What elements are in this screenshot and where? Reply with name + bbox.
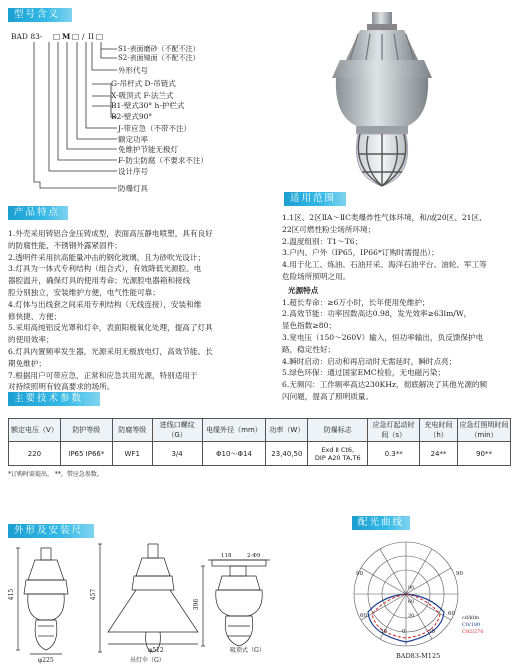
polar-angle-label: 30 bbox=[380, 629, 387, 635]
table-row bbox=[9, 442, 511, 466]
feature-line: 器腔温升，确保灯具的使用寿命；光源腔电器箱和接线 bbox=[8, 276, 191, 286]
model-label-ex-lamp: 防爆灯具 bbox=[118, 184, 148, 193]
model-label-emergency: J-带应急（不带不注） bbox=[118, 124, 192, 133]
polar-chart bbox=[346, 538, 466, 652]
application-line: 危险场所照明之用。 bbox=[282, 271, 351, 281]
polar-legend-c92: C92/270 bbox=[462, 629, 484, 635]
section-curve-header: 配光曲线 bbox=[352, 516, 410, 530]
model-label-power: 额定功率 bbox=[118, 135, 148, 144]
caption-pendant: 吊灯伞（G） bbox=[130, 657, 165, 664]
application-line: 1.1区、2区ⅡA～ⅡC类爆炸性气体环境，和/或20区、21区、 bbox=[282, 213, 487, 222]
model-label-s2: S2-表面镜面（不配不注） bbox=[118, 54, 200, 62]
application-line: 4.用于化工、炼油、石油开采、海洋石油平台、油轮、军工等 bbox=[282, 260, 487, 270]
model-label-x-f: X-吸顶式 F-法兰式 bbox=[111, 91, 174, 100]
feature-line: 的使用效率； bbox=[8, 335, 54, 345]
polar-angle-label: 0 bbox=[402, 629, 406, 635]
feature-line: 对持续照明有较高要求的场所。 bbox=[8, 382, 115, 392]
cell-exmark: Exd Ⅱ Ct6, DIP A20 TA,T6 bbox=[308, 442, 368, 466]
th-thread: 进线口螺纹（G） bbox=[152, 419, 202, 442]
features-list bbox=[8, 228, 266, 393]
section-applications-header: 适用范围 bbox=[284, 192, 346, 206]
polar-caption: BAD83-M125 bbox=[396, 652, 441, 660]
section-dimensions-header: 外形及安装尺寸 bbox=[8, 524, 94, 538]
model-label-dust: F-防尘防腐（不要求不注） bbox=[118, 156, 208, 165]
th-charge: 充电时间（h） bbox=[420, 419, 458, 442]
model-ii: II bbox=[88, 32, 94, 41]
cell-thread: 3/4 bbox=[152, 442, 202, 466]
model-box-1: □ bbox=[53, 32, 61, 41]
polar-radius-label: 90 bbox=[408, 585, 415, 591]
product-photo bbox=[300, 8, 470, 198]
light-source-line: 2.高效节能：功率因数高达0.98，发光效率≥63lm/W， bbox=[282, 309, 472, 319]
th-ip: 防护等级 bbox=[60, 419, 112, 442]
th-voltage: 额定电压（V） bbox=[9, 419, 61, 442]
polar-angle-label: 60 bbox=[360, 613, 367, 619]
model-slash: / bbox=[82, 32, 85, 41]
dim-d4: 2-Φ9 bbox=[247, 553, 261, 559]
cell-voltage: 220 bbox=[9, 442, 61, 466]
polar-angle-label: 30 bbox=[428, 629, 435, 635]
polar-legend-unit: cd/klm bbox=[462, 615, 480, 621]
model-label-b1-h: B1-壁式30° h-护栏式 bbox=[111, 101, 185, 110]
polar-radius-label: 30 bbox=[408, 613, 415, 619]
cell-start: 0.3** bbox=[368, 442, 420, 466]
light-source-line: 5.绿色环保：通过国家EMC检验，无电磁污染； bbox=[282, 368, 446, 378]
th-power: 功率（W） bbox=[266, 419, 308, 442]
polar-angle-label: 60 bbox=[448, 611, 455, 617]
dim-h2: 457 bbox=[90, 588, 98, 601]
dim-d3: 118 bbox=[221, 553, 232, 559]
model-label-b2: B2-壁式90° bbox=[111, 112, 153, 121]
polar-angle-label: 90 bbox=[456, 571, 463, 577]
cell-power: 23,40,50 bbox=[266, 442, 308, 466]
th-start: 应急灯起动时间（s） bbox=[368, 419, 420, 442]
feature-line: 1.外壳采用铸铝合金压铸成型，表面高压静电喷塑，具有良好 bbox=[8, 229, 213, 238]
dim-h1: 415 bbox=[8, 588, 16, 601]
light-source-title: 光源特点 bbox=[288, 285, 319, 295]
feature-line: 期免维护； bbox=[8, 358, 46, 368]
dim-d1: φ225 bbox=[38, 657, 54, 664]
th-duration: 应急灯照明时间（min） bbox=[458, 419, 511, 442]
cell-wf: WF1 bbox=[112, 442, 152, 466]
polar-legend-c0: C0/180 bbox=[462, 622, 481, 628]
dim-d2: φ512 bbox=[148, 647, 164, 654]
table-note: *订购时需提出， **，带应急参数。 bbox=[8, 471, 103, 478]
feature-line: 腔分别独立，安装维护方便，电气性能可靠； bbox=[8, 287, 160, 297]
feature-line: 7.根据用户可带应急，正常和应急共用光源，特别适用于 bbox=[8, 370, 198, 380]
th-wf: 防腐等级 bbox=[112, 419, 152, 442]
application-line: 3.户内、户外（IP65，IP66*订购时需提出）； bbox=[282, 248, 439, 258]
model-box-2: □ bbox=[72, 32, 80, 41]
cell-cable: Φ10～Φ14 bbox=[202, 442, 266, 466]
cell-duration: 90** bbox=[458, 442, 511, 466]
model-label-g-d: G-吊杆式 D-吊链式 bbox=[111, 79, 176, 88]
feature-line: 6.灯具内置频率发生器，光源采用无极放电灯，高效节能、长 bbox=[8, 346, 213, 356]
feature-line: 4.灯体与出线套之间采用专利结构（无线连接），安装和维 bbox=[8, 299, 202, 309]
light-source-line: 3.宽电压（150～260V）输入，恒功率输出，负反馈保护电 bbox=[282, 332, 484, 342]
model-box-3: □ bbox=[96, 32, 104, 41]
cell-ip: IP65 IP66* bbox=[60, 442, 112, 466]
model-m: M bbox=[62, 32, 71, 41]
light-source-line: 路，稳定性好； bbox=[282, 344, 336, 354]
feature-line: 的防腐性能，不锈钢外露紧固件； bbox=[8, 240, 122, 250]
model-label-design: 设计序号 bbox=[118, 167, 148, 176]
light-source-line: 6.无频闪：工作频率高达230KHz，彻底解决了其他光源的频 bbox=[282, 380, 488, 390]
feature-line: 5.采用高纯铝反光罩和灯伞，表面阳极氧化处理，提高了灯具 bbox=[8, 323, 213, 333]
feature-line: 2.透明件采用抗高能量冲击的钢化玻璃，且为砂吹光设计； bbox=[8, 252, 206, 262]
feature-line: 修快捷、方便； bbox=[8, 311, 62, 321]
polar-angle-label: 90 bbox=[356, 571, 363, 577]
light-source-line: 闪问题，提高了照明质量。 bbox=[282, 391, 374, 401]
polar-radius-label: 60 bbox=[408, 599, 415, 605]
application-line: 22区可燃性粉尘场所环境； bbox=[282, 224, 376, 234]
model-prefix: BAD 83- bbox=[11, 32, 43, 41]
section-model-header: 型号含义 bbox=[8, 8, 72, 22]
dimension-drawings bbox=[8, 540, 308, 660]
model-label-lamp: 免维护节能无极灯 bbox=[118, 145, 178, 154]
applications-list bbox=[282, 212, 518, 403]
spec-table bbox=[8, 418, 511, 466]
feature-line: 3.灯具为一体式专利结构（组合式），有效降低光源腔、电 bbox=[8, 264, 202, 274]
cell-charge: 24** bbox=[420, 442, 458, 466]
application-line: 2.温度组别：T1～T6； bbox=[282, 236, 363, 246]
light-source-line: 显色指数≥80； bbox=[282, 321, 336, 331]
section-params-header: 主要技术参数 bbox=[8, 392, 100, 406]
model-label-s1: S1-表面磨砂（不配不注） bbox=[118, 45, 200, 53]
caption-ceiling: 吸顶式（G） bbox=[230, 647, 265, 654]
th-exmark: 防爆标志 bbox=[308, 419, 368, 442]
light-source-line: 4.瞬时启动：启动和再启动时无需延时，瞬时点亮； bbox=[282, 356, 457, 366]
spec-table-wrap bbox=[8, 418, 511, 479]
section-features-header: 产品特点 bbox=[8, 206, 68, 220]
dim-h3: 396 bbox=[193, 598, 201, 611]
th-cable: 电缆外径（mm） bbox=[202, 419, 266, 442]
light-source-line: 1.超长寿命：≥6万小时，长年使用免维护； bbox=[282, 297, 430, 307]
model-label-shape: 外形代号 bbox=[118, 66, 148, 75]
